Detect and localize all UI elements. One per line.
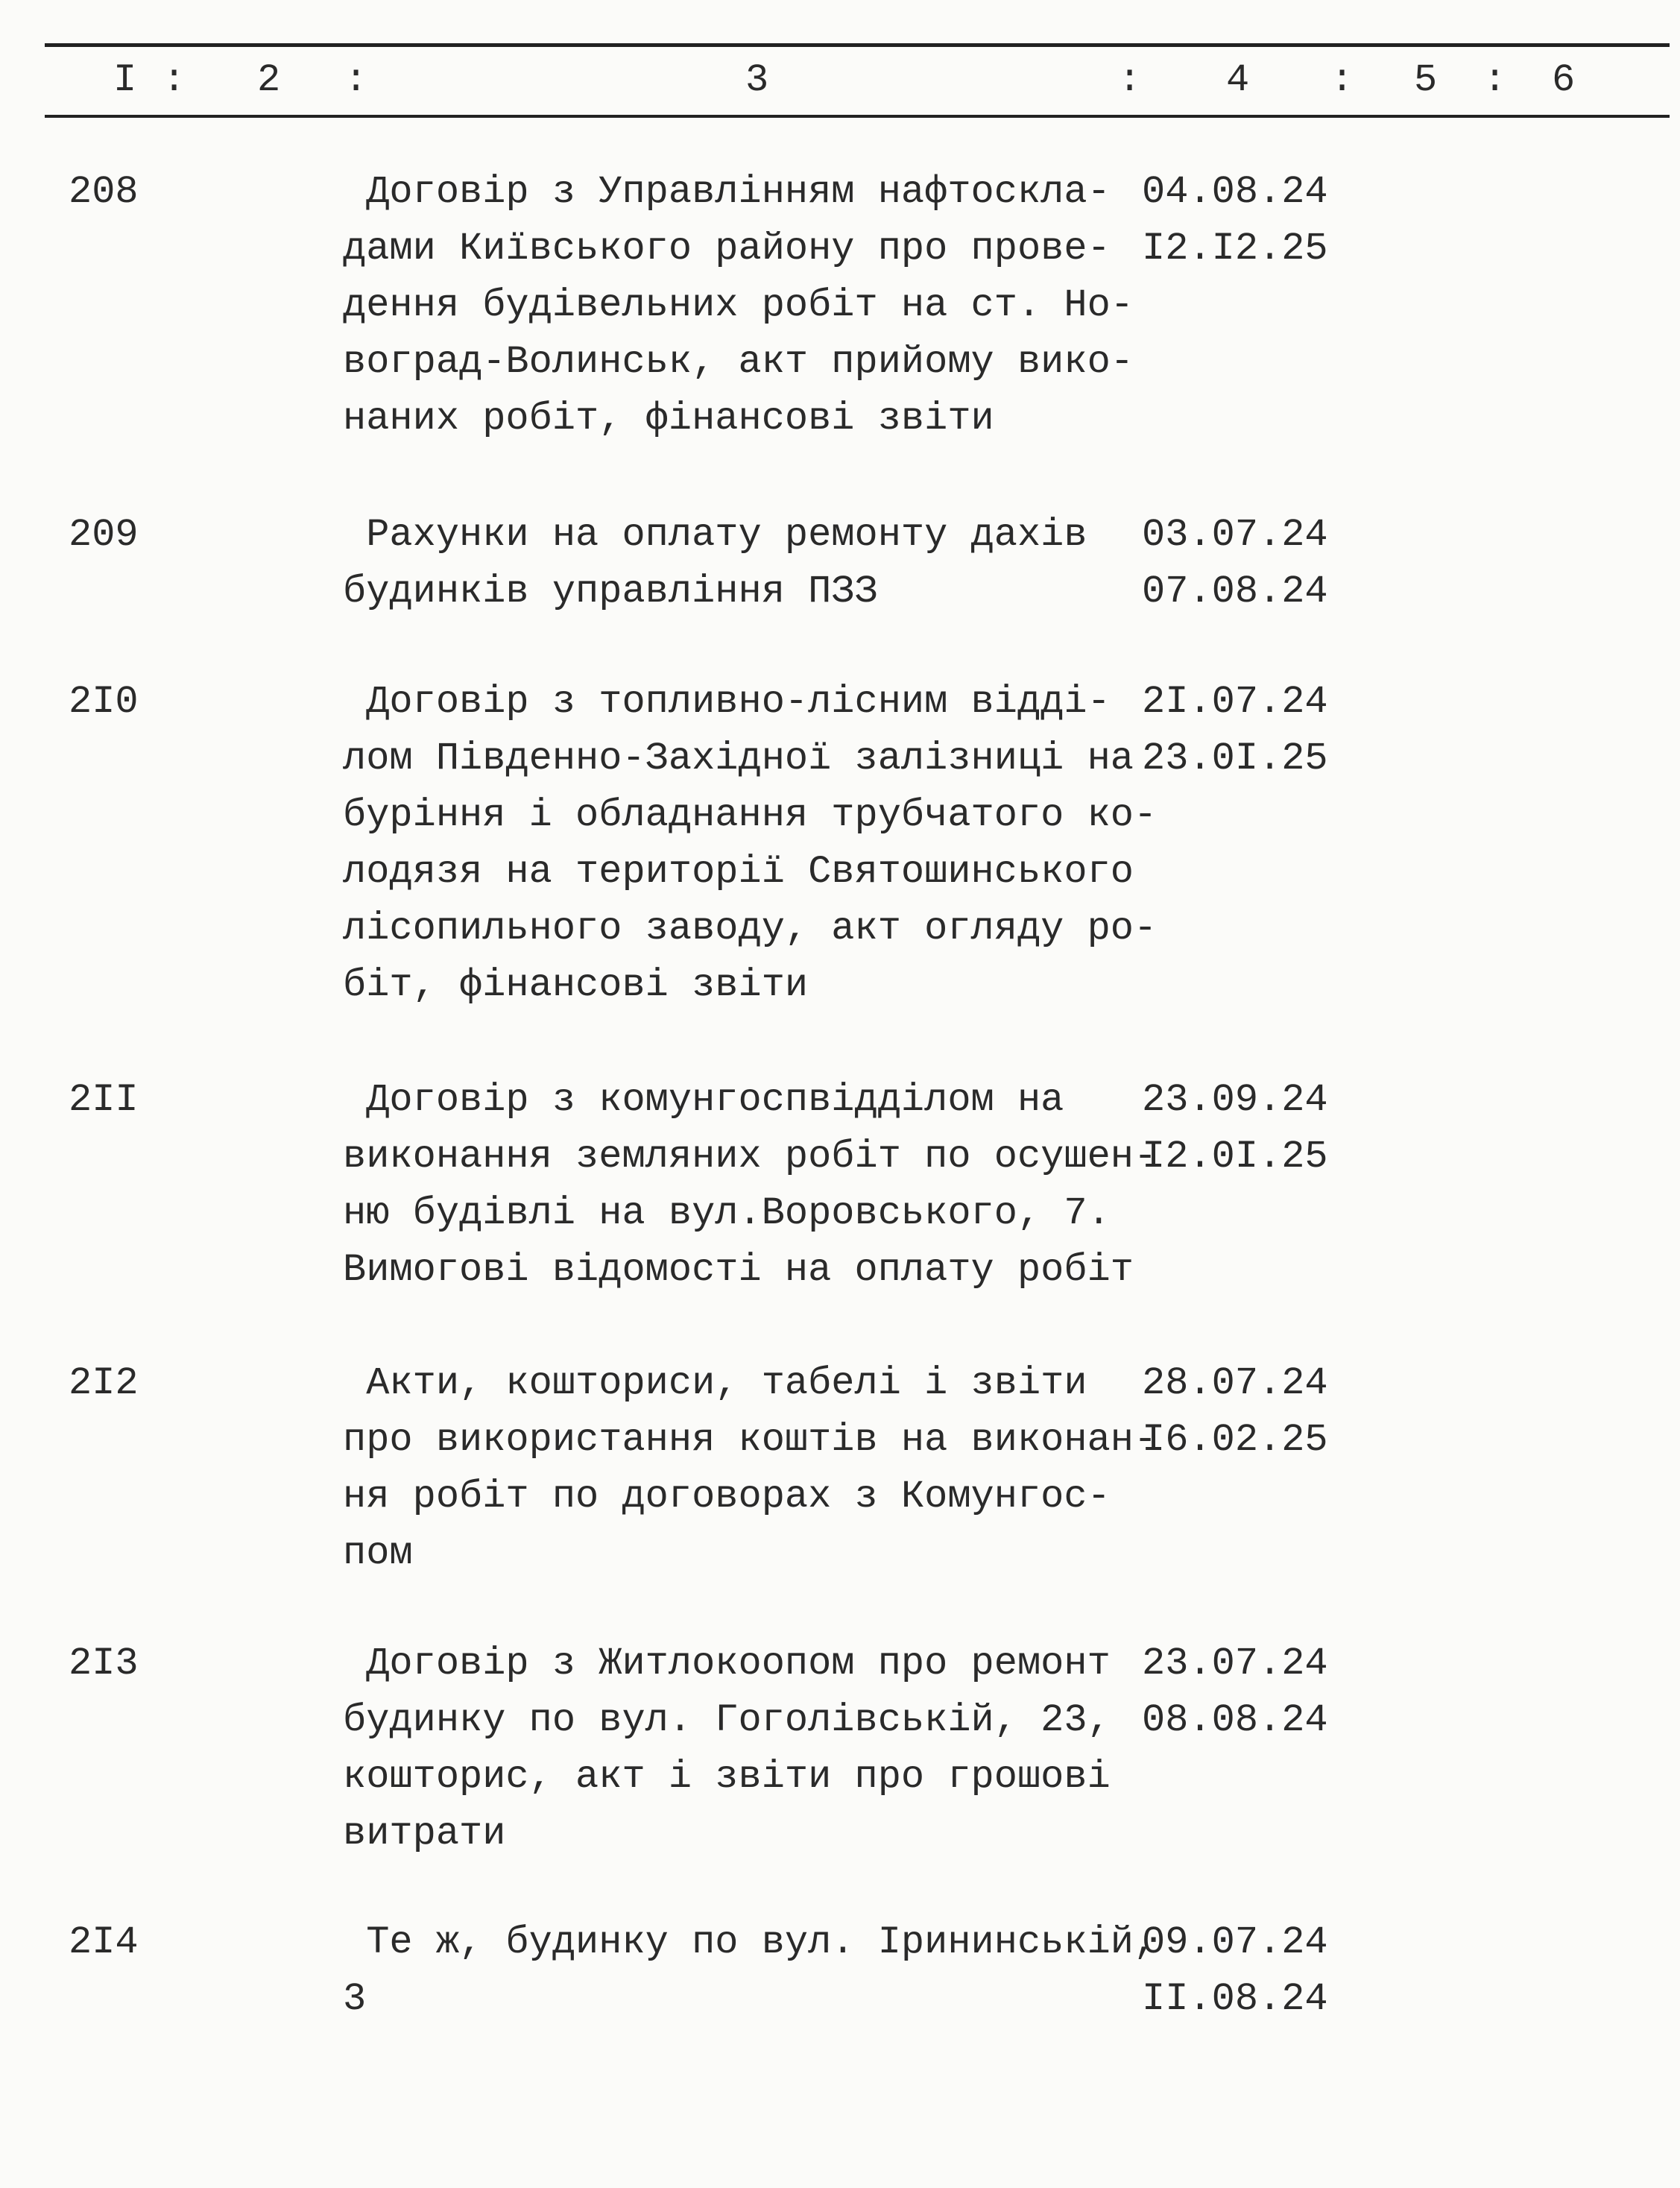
header-top-rule bbox=[45, 43, 1670, 47]
title-line: біт, фінансові звіти bbox=[343, 963, 809, 1007]
record-title bbox=[343, 674, 1158, 1014]
record-number: 2I3 bbox=[69, 1642, 139, 1686]
header-separator: : bbox=[344, 58, 368, 102]
title-line: дами Київського району про прове- bbox=[343, 227, 1111, 271]
header-col-3: 3 bbox=[745, 58, 769, 102]
header-separator: : bbox=[1483, 58, 1507, 102]
record-title bbox=[343, 507, 1155, 620]
title-line: Вимогові відомості на оплату робіт bbox=[343, 1248, 1134, 1292]
date-end: 07.08.24 bbox=[1142, 570, 1328, 614]
record-number: 209 bbox=[69, 513, 139, 557]
date-end: I2.I2.25 bbox=[1142, 227, 1328, 271]
record-number: 2I4 bbox=[69, 1920, 139, 1964]
record-title bbox=[343, 1355, 1158, 1582]
record-title bbox=[343, 1072, 1158, 1299]
record-title bbox=[343, 1636, 1155, 1862]
title-line: 3 bbox=[343, 1977, 367, 2021]
title-line: будинку по вул. Гоголівській, 23, bbox=[343, 1698, 1111, 1742]
header-col-4: 4 bbox=[1226, 58, 1250, 102]
header-separator: : bbox=[162, 58, 186, 102]
header-col-6: 6 bbox=[1552, 58, 1576, 102]
record-dates bbox=[1142, 507, 1328, 620]
record-title bbox=[343, 1914, 1158, 2028]
date-end: I6.02.25 bbox=[1142, 1418, 1328, 1462]
title-line: Те ж, будинку по вул. Ірининській, bbox=[343, 1920, 1158, 1964]
title-line: Рахунки на оплату ремонту дахів bbox=[343, 513, 1087, 557]
record-dates bbox=[1142, 1072, 1328, 1185]
title-line: кошторис, акт і звіти про грошові bbox=[343, 1755, 1111, 1799]
date-start: 23.09.24 bbox=[1142, 1078, 1328, 1122]
header-col-1: I bbox=[113, 58, 137, 102]
date-start: 2I.07.24 bbox=[1142, 680, 1328, 724]
date-start: 28.07.24 bbox=[1142, 1361, 1328, 1405]
date-start: 03.07.24 bbox=[1142, 513, 1328, 557]
title-line: Договір з Управлінням нафтоскла- bbox=[343, 170, 1111, 214]
title-line: наних робіт, фінансові звіти bbox=[343, 397, 994, 441]
title-line: Договір з комунгоспвідділом на bbox=[343, 1078, 1064, 1122]
record-number: 2II bbox=[69, 1078, 139, 1122]
record-dates bbox=[1142, 674, 1328, 787]
title-line: пом bbox=[343, 1531, 413, 1575]
title-line: ня робіт по договорах з Комунгос- bbox=[343, 1475, 1111, 1519]
date-end: 23.0I.25 bbox=[1142, 737, 1328, 781]
header-separator: : bbox=[1330, 58, 1354, 102]
date-end: II.08.24 bbox=[1142, 1977, 1328, 2021]
date-end: I2.0I.25 bbox=[1142, 1135, 1328, 1179]
title-line: будинків управління ПЗЗ bbox=[343, 570, 878, 614]
header-col-2: 2 bbox=[257, 58, 281, 102]
title-line: лісопильного заводу, акт огляду ро- bbox=[343, 907, 1158, 950]
title-line: дення будівельних робіт на ст. Но- bbox=[343, 283, 1134, 327]
date-start: 23.07.24 bbox=[1142, 1642, 1328, 1686]
record-number: 2I0 bbox=[69, 680, 139, 724]
title-line: про використання коштів на виконан- bbox=[343, 1418, 1158, 1462]
record-number: 2I2 bbox=[69, 1361, 139, 1405]
header-col-5: 5 bbox=[1414, 58, 1438, 102]
title-line: Акти, кошториси, табелі і звіти bbox=[343, 1361, 1087, 1405]
title-line: ню будівлі на вул.Воровського, 7. bbox=[343, 1191, 1111, 1235]
record-dates bbox=[1142, 1914, 1328, 2028]
title-line: витрати bbox=[343, 1812, 506, 1856]
header-bottom-rule bbox=[45, 115, 1670, 118]
record-dates bbox=[1142, 164, 1328, 277]
title-line: Договір з Житлокоопом про ремонт bbox=[343, 1642, 1111, 1686]
title-line: буріння і обладнання трубчатого ко- bbox=[343, 793, 1158, 837]
record-dates bbox=[1142, 1355, 1328, 1469]
record-dates bbox=[1142, 1636, 1328, 1749]
date-start: 09.07.24 bbox=[1142, 1920, 1328, 1964]
title-line: Договір з топливно-лісним відді- bbox=[343, 680, 1111, 724]
date-start: 04.08.24 bbox=[1142, 170, 1328, 214]
record-number: 208 bbox=[69, 170, 139, 214]
header-separator: : bbox=[1118, 58, 1142, 102]
record-title bbox=[343, 164, 1155, 447]
title-line: воград-Волинськ, акт прийому вико- bbox=[343, 340, 1134, 384]
title-line: лом Південно-Західної залізниці на bbox=[343, 737, 1134, 781]
title-line: лодязя на території Святошинського bbox=[343, 850, 1134, 894]
date-end: 08.08.24 bbox=[1142, 1698, 1328, 1742]
title-line: виконання земляних робіт по осушен- bbox=[343, 1135, 1158, 1179]
